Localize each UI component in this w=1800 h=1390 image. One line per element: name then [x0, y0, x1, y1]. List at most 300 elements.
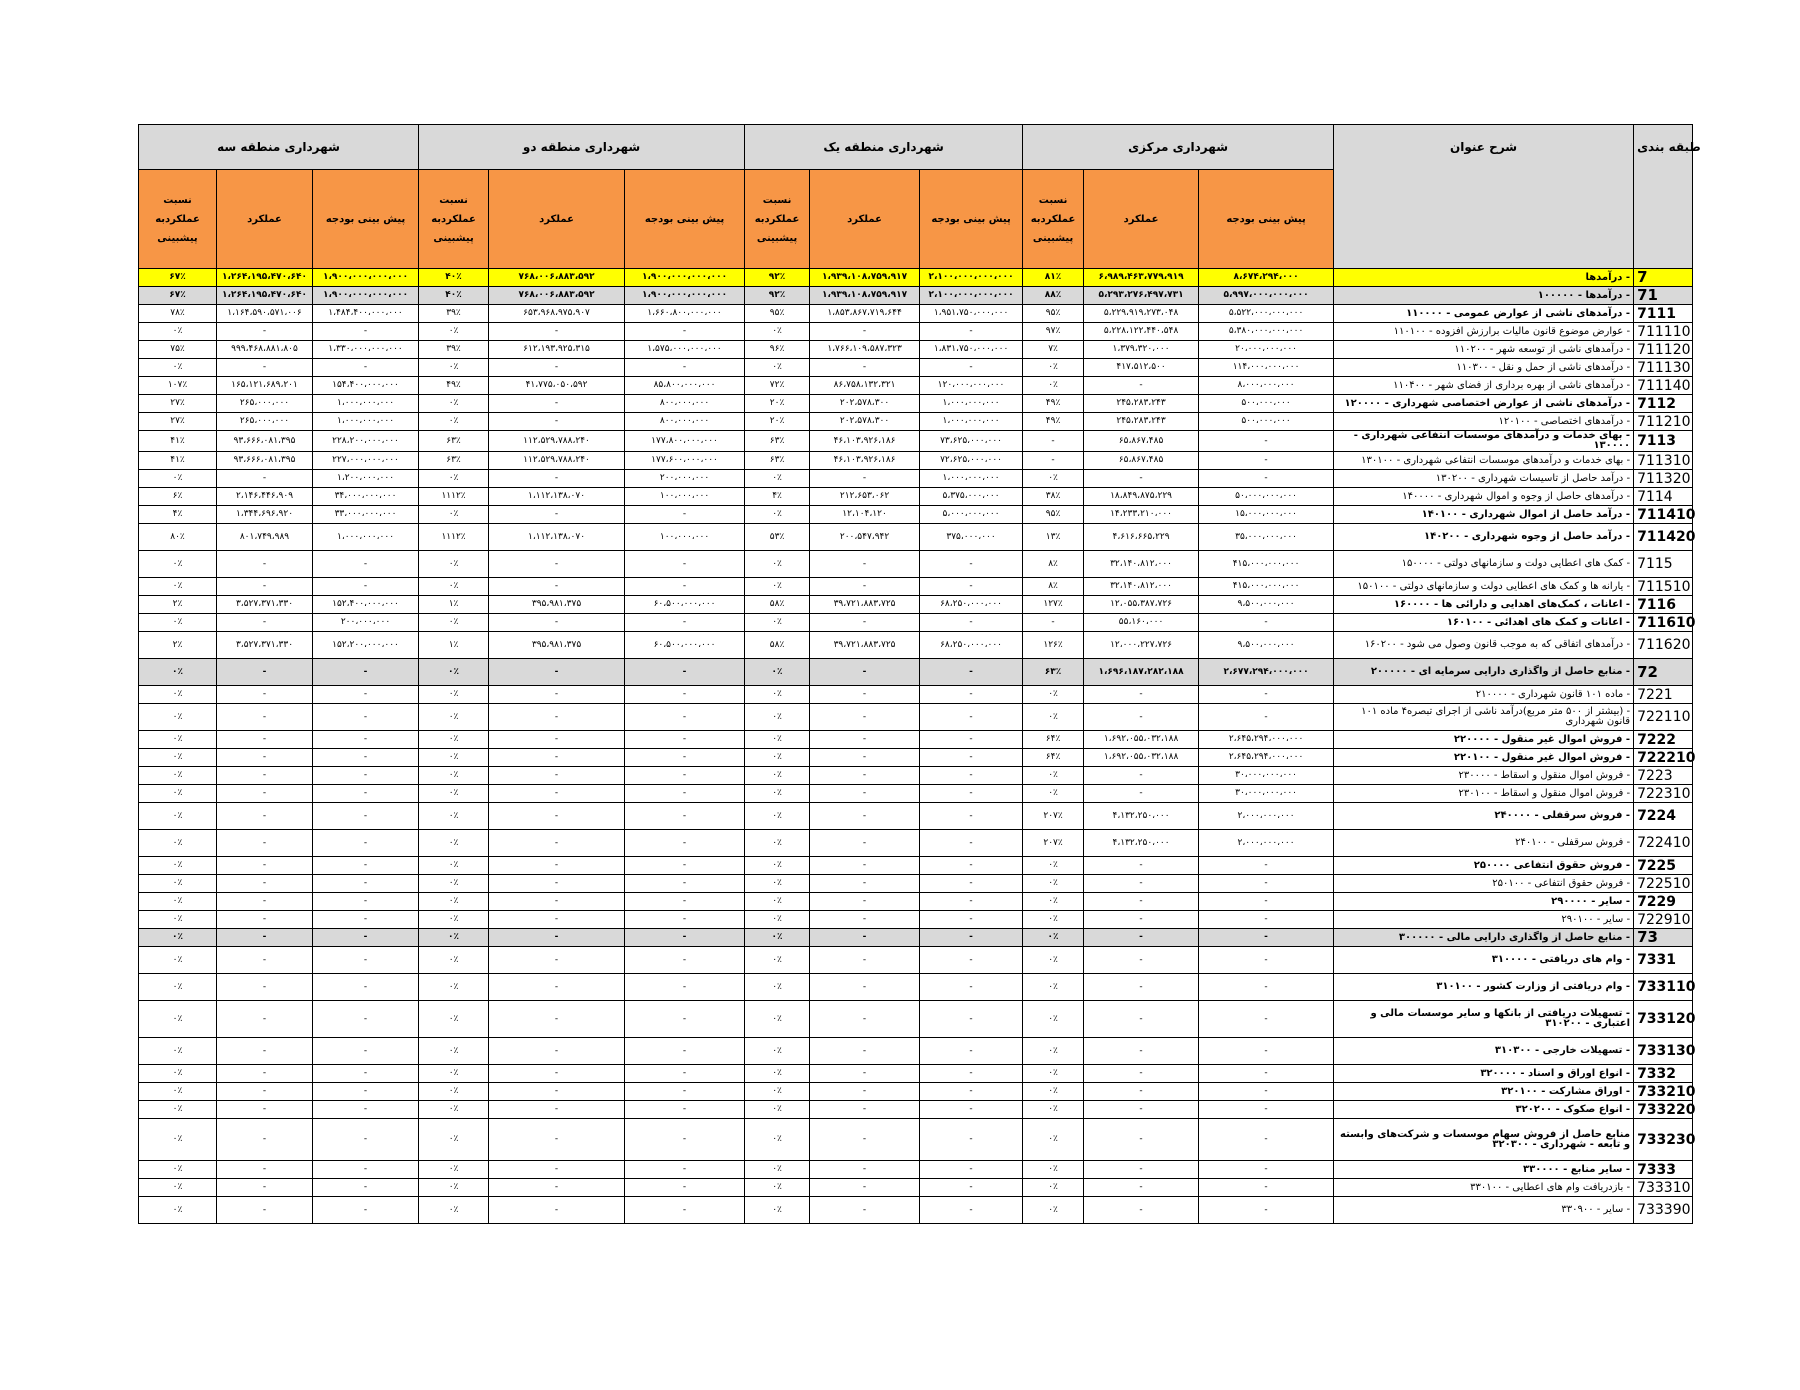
- zone1-forecast-cell: ۵،۳۷۵،۰۰۰،۰۰۰: [920, 488, 1023, 506]
- central-forecast-cell: ۲،۰۰۰،۰۰۰،۰۰۰: [1199, 803, 1334, 830]
- zone1-forecast-cell: -: [920, 323, 1023, 341]
- zone3-forecast-cell: -: [313, 551, 419, 578]
- zone1-ratio-cell: ۴٪: [745, 488, 810, 506]
- table-row: [139, 632, 1693, 659]
- description-header: شرح عنوان: [1334, 125, 1634, 269]
- zone1-forecast-cell: -: [920, 1101, 1023, 1119]
- zone3-forecast-cell: -: [313, 1083, 419, 1101]
- central-performance-cell: ۱،۶۹۲،۰۵۵،۰۳۲،۱۸۸: [1084, 731, 1199, 749]
- zone2-ratio-cell: ۶۳٪: [419, 452, 489, 470]
- central-forecast-cell: -: [1199, 452, 1334, 470]
- central-ratio-cell: ۰٪: [1023, 875, 1084, 893]
- zone1-ratio-cell: ۰٪: [745, 1161, 810, 1179]
- table-row: [139, 578, 1693, 596]
- zone2-performance-cell: -: [489, 785, 625, 803]
- zone3-ratio-cell: ۲۷٪: [139, 413, 217, 431]
- zone3-ratio-header: نسبت عملکردبه پیشبینی: [139, 170, 217, 269]
- central-forecast-cell: ۵۰۰،۰۰۰،۰۰۰: [1199, 395, 1334, 413]
- table-row: [139, 596, 1693, 614]
- central-performance-cell: -: [1084, 470, 1199, 488]
- central-ratio-cell: ۸۸٪: [1023, 287, 1084, 305]
- central-forecast-cell: -: [1199, 893, 1334, 911]
- table-row: [139, 470, 1693, 488]
- zone1-ratio-cell: ۰٪: [745, 659, 810, 686]
- zone2-performance-cell: -: [489, 506, 625, 524]
- central-performance-cell: ۱،۳۷۹،۳۲۰،۰۰۰: [1084, 341, 1199, 359]
- zone2-ratio-cell: ۱٪: [419, 632, 489, 659]
- description-cell: - انواع اوراق و اسناد - ۳۲۰۰۰۰: [1334, 1065, 1634, 1083]
- zone3-performance-cell: -: [217, 1197, 313, 1224]
- zone1-performance-cell: -: [810, 1197, 920, 1224]
- zone3-ratio-cell: ۰٪: [139, 875, 217, 893]
- category-code-cell: 722310: [1634, 785, 1693, 803]
- central-ratio-cell: ۰٪: [1023, 974, 1084, 1001]
- zone1-performance-cell: -: [810, 929, 920, 947]
- zone3-forecast-cell: -: [313, 1197, 419, 1224]
- zone1-ratio-cell: ۵۸٪: [745, 632, 810, 659]
- zone1-ratio-cell: ۵۳٪: [745, 524, 810, 551]
- zone3-ratio-cell: ۷۸٪: [139, 305, 217, 323]
- zone3-ratio-cell: ۰٪: [139, 731, 217, 749]
- central-performance-cell: -: [1084, 767, 1199, 785]
- zone1-performance-cell: ۲۰۰،۵۴۷،۹۴۲: [810, 524, 920, 551]
- category-code-cell: 711130: [1634, 359, 1693, 377]
- zone3-ratio-cell: ۰٪: [139, 767, 217, 785]
- zone3-forecast-cell: ۱،۰۰۰،۰۰۰،۰۰۰: [313, 413, 419, 431]
- zone2-performance-cell: ۴۱،۷۷۵،۰۵۰،۵۹۲: [489, 377, 625, 395]
- central-ratio-cell: ۰٪: [1023, 857, 1084, 875]
- zone1-forecast-cell: -: [920, 686, 1023, 704]
- zone1-performance-cell: -: [810, 785, 920, 803]
- category-code-cell: 7111: [1634, 305, 1693, 323]
- zone2-performance-cell: -: [489, 1038, 625, 1065]
- central-forecast-cell: ۱۱۴،۰۰۰،۰۰۰،۰۰۰: [1199, 359, 1334, 377]
- central-forecast-cell: ۵،۳۸۰،۰۰۰،۰۰۰،۰۰۰: [1199, 323, 1334, 341]
- zone1-forecast-cell: -: [920, 974, 1023, 1001]
- central-performance-cell: -: [1084, 704, 1199, 731]
- category-code-cell: 73: [1634, 929, 1693, 947]
- zone1-forecast-cell: -: [920, 785, 1023, 803]
- zone3-performance-cell: -: [217, 704, 313, 731]
- category-code-cell: 72: [1634, 659, 1693, 686]
- zone3-performance-cell: -: [217, 830, 313, 857]
- zone2-performance-cell: -: [489, 893, 625, 911]
- zone1-ratio-cell: ۰٪: [745, 359, 810, 377]
- zone3-ratio-cell: ۰٪: [139, 785, 217, 803]
- zone2-forecast-cell: ۱۷۷،۶۰۰،۰۰۰،۰۰۰: [625, 452, 745, 470]
- zone1-forecast-cell: -: [920, 1179, 1023, 1197]
- category-code-cell: 711210: [1634, 413, 1693, 431]
- zone3-ratio-cell: ۶٪: [139, 488, 217, 506]
- zone3-performance-cell: ۱۶۵،۱۲۱،۶۸۹،۲۰۱: [217, 377, 313, 395]
- zone1-forecast-cell: ۱۲۰،۰۰۰،۰۰۰،۰۰۰: [920, 377, 1023, 395]
- zone3-forecast-cell: ۱،۳۳۰،۰۰۰،۰۰۰،۰۰۰: [313, 341, 419, 359]
- zone1-performance-cell: ۳۹،۷۲۱،۸۸۳،۷۲۵: [810, 596, 920, 614]
- zone2-ratio-cell: ۰٪: [419, 785, 489, 803]
- zone1-forecast-cell: -: [920, 803, 1023, 830]
- central-performance-cell: ۴،۶۱۶،۶۶۵،۲۲۹: [1084, 524, 1199, 551]
- zone3-ratio-cell: ۰٪: [139, 749, 217, 767]
- zone3-ratio-cell: ۰٪: [139, 929, 217, 947]
- zone1-performance-cell: -: [810, 614, 920, 632]
- central-ratio-cell: ۶۳٪: [1023, 659, 1084, 686]
- central-ratio-header: نسبت عملکردبه پیشبینی: [1023, 170, 1084, 269]
- zone3-ratio-cell: ۰٪: [139, 1161, 217, 1179]
- table-row: [139, 431, 1693, 452]
- zone2-performance-cell: -: [489, 875, 625, 893]
- zone1-forecast-cell: -: [920, 1119, 1023, 1161]
- description-cell: - (بیشتر از ۵۰۰ متر مربع)درآمد ناشی از اجرای تبصره۴ ماده ۱۰۱ قانون شهرداری: [1334, 704, 1634, 731]
- category-code-cell: 711610: [1634, 614, 1693, 632]
- zone3-forecast-cell: ۱،۴۸۴،۴۰۰،۰۰۰،۰۰۰: [313, 305, 419, 323]
- central-ratio-cell: ۸٪: [1023, 578, 1084, 596]
- description-cell: - تسهیلات خارجی - ۳۱۰۳۰۰: [1334, 1038, 1634, 1065]
- zone1-performance-cell: -: [810, 974, 920, 1001]
- table-row: [139, 929, 1693, 947]
- category-code-cell: 733210: [1634, 1083, 1693, 1101]
- zone2-ratio-cell: ۰٪: [419, 1065, 489, 1083]
- zone2-performance-cell: -: [489, 749, 625, 767]
- zone1-forecast-cell: ۱،۸۳۱،۷۵۰،۰۰۰،۰۰۰: [920, 341, 1023, 359]
- zone2-performance-cell: ۱،۱۱۲،۱۳۸،۰۷۰: [489, 488, 625, 506]
- zone3-performance-cell: -: [217, 614, 313, 632]
- zone2-ratio-cell: ۰٪: [419, 857, 489, 875]
- zone1-performance-cell: ۱۲،۱۰۴،۱۲۰: [810, 506, 920, 524]
- zone2-forecast-cell: -: [625, 551, 745, 578]
- zone3-forecast-cell: -: [313, 731, 419, 749]
- zone2-forecast-cell: ۸۰۰،۰۰۰،۰۰۰: [625, 395, 745, 413]
- zone3-forecast-cell: -: [313, 974, 419, 1001]
- central-performance-cell: ۵،۲۲۹،۹۱۹،۲۷۳،۰۴۸: [1084, 305, 1199, 323]
- zone2-forecast-cell: ۱،۹۰۰،۰۰۰،۰۰۰،۰۰۰: [625, 287, 745, 305]
- central-forecast-cell: ۳۵،۰۰۰،۰۰۰،۰۰۰: [1199, 524, 1334, 551]
- zone1-ratio-cell: ۰٪: [745, 749, 810, 767]
- central-forecast-cell: -: [1199, 431, 1334, 452]
- description-cell: - درآمدهای ناشی از حمل و نقل - ۱۱۰۳۰۰: [1334, 359, 1634, 377]
- zone2-ratio-cell: ۰٪: [419, 1038, 489, 1065]
- central-forecast-header: پیش بینی بودجه: [1199, 170, 1334, 269]
- zone2-performance-cell: -: [489, 1179, 625, 1197]
- zone1-ratio-cell: ۰٪: [745, 1001, 810, 1038]
- central-forecast-cell: ۲،۶۴۵،۲۹۴،۰۰۰،۰۰۰: [1199, 731, 1334, 749]
- header-group-row: [139, 125, 1693, 170]
- zone3-performance-cell: -: [217, 1038, 313, 1065]
- zone1-ratio-cell: ۹۲٪: [745, 269, 810, 287]
- zone2-performance-cell: -: [489, 686, 625, 704]
- zone1-forecast-cell: -: [920, 1161, 1023, 1179]
- zone3-forecast-cell: ۱،۲۰۰،۰۰۰،۰۰۰: [313, 470, 419, 488]
- zone2-ratio-cell: ۰٪: [419, 659, 489, 686]
- zone3-ratio-cell: ۴۱٪: [139, 431, 217, 452]
- zone1-performance-cell: -: [810, 578, 920, 596]
- central-performance-cell: ۴۱۷،۵۱۲،۵۰۰: [1084, 359, 1199, 377]
- zone3-ratio-cell: ۰٪: [139, 659, 217, 686]
- zone2-ratio-cell: ۰٪: [419, 830, 489, 857]
- zone3-performance-cell: -: [217, 578, 313, 596]
- central-ratio-cell: ۰٪: [1023, 704, 1084, 731]
- table-row: [139, 452, 1693, 470]
- zone2-performance-cell: -: [489, 1119, 625, 1161]
- zone2-ratio-cell: ۰٪: [419, 929, 489, 947]
- central-performance-cell: ۳۲،۱۴۰،۸۱۲،۰۰۰: [1084, 578, 1199, 596]
- zone2-forecast-cell: -: [625, 323, 745, 341]
- zone2-forecast-cell: -: [625, 731, 745, 749]
- zone3-ratio-cell: ۰٪: [139, 1197, 217, 1224]
- description-cell: - درآمد حاصل از وجوه شهرداری - ۱۴۰۲۰۰: [1334, 524, 1634, 551]
- zone2-forecast-cell: ۱۰۰،۰۰۰،۰۰۰: [625, 524, 745, 551]
- zone2-performance-cell: -: [489, 1065, 625, 1083]
- zone2-forecast-cell: -: [625, 506, 745, 524]
- category-code-cell: 7112: [1634, 395, 1693, 413]
- zone3-ratio-cell: ۲۷٪: [139, 395, 217, 413]
- table-row: [139, 857, 1693, 875]
- zone2-ratio-cell: ۳۹٪: [419, 305, 489, 323]
- zone1-forecast-cell: ۷۳،۶۲۵،۰۰۰،۰۰۰: [920, 431, 1023, 452]
- central-ratio-cell: ۴۹٪: [1023, 413, 1084, 431]
- zone1-ratio-cell: ۰٪: [745, 830, 810, 857]
- zone2-ratio-cell: ۰٪: [419, 506, 489, 524]
- central-forecast-cell: -: [1199, 1083, 1334, 1101]
- central-performance-cell: ۲۴۵،۲۸۳،۲۴۳: [1084, 395, 1199, 413]
- zone2-performance-cell: -: [489, 395, 625, 413]
- zone1-performance-cell: -: [810, 911, 920, 929]
- zone1-ratio-cell: ۰٪: [745, 803, 810, 830]
- central-ratio-cell: ۹۵٪: [1023, 506, 1084, 524]
- table-row: [139, 506, 1693, 524]
- zone3-forecast-cell: -: [313, 785, 419, 803]
- zone3-ratio-cell: ۰٪: [139, 947, 217, 974]
- table-row: [139, 947, 1693, 974]
- group-zone1-header: شهرداری منطقه یک: [745, 125, 1023, 170]
- zone2-forecast-cell: -: [625, 857, 745, 875]
- zone3-forecast-cell: ۱،۹۰۰،۰۰۰،۰۰۰،۰۰۰: [313, 269, 419, 287]
- central-performance-cell: ۱،۶۹۶،۱۸۷،۲۸۲،۱۸۸: [1084, 659, 1199, 686]
- category-code-cell: 711110: [1634, 323, 1693, 341]
- central-forecast-cell: -: [1199, 1197, 1334, 1224]
- zone1-forecast-cell: -: [920, 1083, 1023, 1101]
- zone1-performance-cell: ۸۶،۷۵۸،۱۳۲،۳۲۱: [810, 377, 920, 395]
- table-row: [139, 893, 1693, 911]
- central-performance-cell: ۶۵،۸۶۷،۴۸۵: [1084, 452, 1199, 470]
- table-row: [139, 767, 1693, 785]
- zone3-forecast-cell: -: [313, 947, 419, 974]
- central-forecast-cell: ۸،۶۷۴،۲۹۴،۰۰۰: [1199, 269, 1334, 287]
- zone3-performance-cell: -: [217, 749, 313, 767]
- central-ratio-cell: ۰٪: [1023, 947, 1084, 974]
- table-row: [139, 686, 1693, 704]
- zone3-ratio-cell: ۰٪: [139, 911, 217, 929]
- table-row: [139, 830, 1693, 857]
- table-row: [139, 614, 1693, 632]
- zone1-forecast-cell: -: [920, 578, 1023, 596]
- zone2-ratio-cell: ۰٪: [419, 323, 489, 341]
- zone3-ratio-cell: ۴۱٪: [139, 452, 217, 470]
- description-cell: - فروش اموال غیر منقول - ۲۲۰۰۰۰: [1334, 731, 1634, 749]
- zone2-performance-cell: ۶۵۳،۹۶۸،۹۷۵،۹۰۷: [489, 305, 625, 323]
- zone2-forecast-cell: -: [625, 614, 745, 632]
- zone3-forecast-cell: ۲۲۷،۰۰۰،۰۰۰،۰۰۰: [313, 452, 419, 470]
- zone2-forecast-cell: -: [625, 1001, 745, 1038]
- category-code-cell: 733220: [1634, 1101, 1693, 1119]
- central-forecast-cell: ۵۰،۰۰۰،۰۰۰،۰۰۰: [1199, 488, 1334, 506]
- central-performance-header: عملکرد: [1084, 170, 1199, 269]
- zone3-performance-cell: -: [217, 893, 313, 911]
- zone2-ratio-cell: ۱۱۱۲٪: [419, 524, 489, 551]
- table-row: [139, 875, 1693, 893]
- zone3-performance-header: عملکرد: [217, 170, 313, 269]
- zone1-ratio-cell: ۰٪: [745, 767, 810, 785]
- central-ratio-cell: ۰٪: [1023, 1161, 1084, 1179]
- central-performance-cell: -: [1084, 893, 1199, 911]
- zone1-ratio-cell: ۰٪: [745, 893, 810, 911]
- zone3-ratio-cell: ۶۷٪: [139, 269, 217, 287]
- description-cell: - ماده ۱۰۱ قانون شهرداری - ۲۱۰۰۰۰: [1334, 686, 1634, 704]
- category-code-cell: 722910: [1634, 911, 1693, 929]
- central-forecast-cell: -: [1199, 614, 1334, 632]
- zone2-ratio-cell: ۶۳٪: [419, 431, 489, 452]
- zone3-ratio-cell: ۰٪: [139, 1065, 217, 1083]
- zone3-forecast-cell: -: [313, 1065, 419, 1083]
- zone3-performance-cell: ۱،۲۶۴،۱۹۵،۴۷۰،۶۴۰: [217, 269, 313, 287]
- zone3-ratio-cell: ۰٪: [139, 323, 217, 341]
- description-cell: - درآمدهای اختصاصی - ۱۲۰۱۰۰: [1334, 413, 1634, 431]
- central-ratio-cell: ۹۷٪: [1023, 323, 1084, 341]
- zone1-ratio-header: نسبت عملکردبه پیشبینی: [745, 170, 810, 269]
- central-performance-cell: -: [1084, 686, 1199, 704]
- central-performance-cell: -: [1084, 1197, 1199, 1224]
- zone2-forecast-cell: -: [625, 893, 745, 911]
- zone3-ratio-cell: ۰٪: [139, 470, 217, 488]
- zone2-ratio-cell: ۰٪: [419, 578, 489, 596]
- zone1-performance-cell: ۲۱۲،۶۵۳،۰۶۲: [810, 488, 920, 506]
- zone1-ratio-cell: ۰٪: [745, 578, 810, 596]
- category-code-cell: 711320: [1634, 470, 1693, 488]
- central-forecast-cell: ۹،۵۰۰،۰۰۰،۰۰۰: [1199, 632, 1334, 659]
- zone1-performance-cell: -: [810, 551, 920, 578]
- zone2-performance-cell: ۱۱۲،۵۲۹،۷۸۸،۲۴۰: [489, 452, 625, 470]
- central-forecast-cell: -: [1199, 686, 1334, 704]
- zone2-ratio-cell: ۰٪: [419, 1119, 489, 1161]
- zone3-performance-cell: -: [217, 551, 313, 578]
- zone3-performance-cell: ۱،۳۴۴،۶۹۶،۹۲۰: [217, 506, 313, 524]
- zone3-ratio-cell: ۰٪: [139, 551, 217, 578]
- zone2-performance-cell: -: [489, 911, 625, 929]
- zone1-forecast-cell: ۳۷۵،۰۰۰،۰۰۰: [920, 524, 1023, 551]
- zone2-forecast-cell: ۱۷۷،۸۰۰،۰۰۰،۰۰۰: [625, 431, 745, 452]
- description-cell: - درآمدها - ۱۰۰۰۰۰: [1334, 287, 1634, 305]
- zone1-performance-cell: -: [810, 857, 920, 875]
- zone3-ratio-cell: ۰٪: [139, 974, 217, 1001]
- table-row: [139, 341, 1693, 359]
- zone3-performance-cell: ۹۹۹،۴۶۸،۸۸۱،۸۰۵: [217, 341, 313, 359]
- category-code-cell: 733120: [1634, 1001, 1693, 1038]
- zone2-ratio-cell: ۰٪: [419, 470, 489, 488]
- zone3-ratio-cell: ۲٪: [139, 632, 217, 659]
- description-cell: - سایر - ۲۹۰۰۰۰: [1334, 893, 1634, 911]
- zone3-forecast-cell: -: [313, 1038, 419, 1065]
- zone1-forecast-cell: -: [920, 614, 1023, 632]
- central-forecast-cell: ۸،۰۰۰،۰۰۰،۰۰۰: [1199, 377, 1334, 395]
- central-performance-cell: -: [1084, 857, 1199, 875]
- central-ratio-cell: ۳۸٪: [1023, 488, 1084, 506]
- zone1-performance-cell: -: [810, 1001, 920, 1038]
- central-forecast-cell: ۲۰،۰۰۰،۰۰۰،۰۰۰: [1199, 341, 1334, 359]
- category-header: طبقه بندی: [1634, 125, 1693, 269]
- zone1-forecast-cell: -: [920, 875, 1023, 893]
- zone2-ratio-cell: ۰٪: [419, 395, 489, 413]
- central-forecast-cell: -: [1199, 1101, 1334, 1119]
- central-ratio-cell: ۴۹٪: [1023, 395, 1084, 413]
- central-ratio-cell: -: [1023, 431, 1084, 452]
- table-row: [139, 1179, 1693, 1197]
- zone2-forecast-cell: -: [625, 929, 745, 947]
- zone1-ratio-cell: ۰٪: [745, 686, 810, 704]
- central-forecast-cell: -: [1199, 857, 1334, 875]
- zone3-performance-cell: -: [217, 1065, 313, 1083]
- zone3-performance-cell: -: [217, 974, 313, 1001]
- zone1-performance-cell: -: [810, 323, 920, 341]
- central-performance-cell: ۱۲،۰۵۵،۳۸۷،۷۲۶: [1084, 596, 1199, 614]
- zone1-performance-cell: -: [810, 1101, 920, 1119]
- category-code-cell: 711120: [1634, 341, 1693, 359]
- zone3-forecast-cell: ۱۵۲،۲۰۰،۰۰۰،۰۰۰: [313, 632, 419, 659]
- zone2-ratio-cell: ۰٪: [419, 359, 489, 377]
- zone1-performance-cell: -: [810, 947, 920, 974]
- description-cell: - درآمدهای ناشی از بهره برداری از فضای شهر - ۱۱۰۴۰۰: [1334, 377, 1634, 395]
- category-code-cell: 711310: [1634, 452, 1693, 470]
- zone3-ratio-cell: ۰٪: [139, 686, 217, 704]
- central-forecast-cell: -: [1199, 911, 1334, 929]
- zone1-forecast-cell: -: [920, 1001, 1023, 1038]
- table-row: [139, 1197, 1693, 1224]
- central-forecast-cell: -: [1199, 1179, 1334, 1197]
- zone3-ratio-cell: ۰٪: [139, 359, 217, 377]
- central-forecast-cell: -: [1199, 1065, 1334, 1083]
- central-performance-cell: -: [1084, 1179, 1199, 1197]
- description-cell: منابع حاصل از فروش سهام موسسات و شرکت‌های وابسته و تابعه - شهرداری - ۳۲۰۳۰۰: [1334, 1119, 1634, 1161]
- table-row: [139, 488, 1693, 506]
- zone3-forecast-cell: ۱،۰۰۰،۰۰۰،۰۰۰: [313, 524, 419, 551]
- zone2-ratio-cell: ۰٪: [419, 704, 489, 731]
- zone2-performance-cell: -: [489, 974, 625, 1001]
- zone1-forecast-cell: -: [920, 1197, 1023, 1224]
- description-cell: - بازدریافت وام های اعطایی - ۳۳۰۱۰۰: [1334, 1179, 1634, 1197]
- zone1-forecast-cell: -: [920, 857, 1023, 875]
- zone3-ratio-cell: ۷۵٪: [139, 341, 217, 359]
- zone1-ratio-cell: ۰٪: [745, 704, 810, 731]
- category-code-cell: 711410: [1634, 506, 1693, 524]
- zone1-ratio-cell: ۰٪: [745, 1179, 810, 1197]
- zone2-forecast-cell: ۱،۶۶۰،۸۰۰،۰۰۰،۰۰۰: [625, 305, 745, 323]
- zone3-ratio-cell: ۰٪: [139, 1001, 217, 1038]
- zone2-ratio-cell: ۰٪: [419, 686, 489, 704]
- table-row: [139, 911, 1693, 929]
- central-forecast-cell: ۴۱۵،۰۰۰،۰۰۰،۰۰۰: [1199, 578, 1334, 596]
- central-ratio-cell: ۰٪: [1023, 1083, 1084, 1101]
- central-performance-cell: -: [1084, 1065, 1199, 1083]
- zone1-forecast-cell: -: [920, 767, 1023, 785]
- budget-table: [138, 124, 1701, 1224]
- zone3-forecast-cell: -: [313, 578, 419, 596]
- zone1-ratio-cell: ۰٪: [745, 323, 810, 341]
- zone1-performance-cell: -: [810, 704, 920, 731]
- zone1-forecast-cell: ۲،۱۰۰،۰۰۰،۰۰۰،۰۰۰: [920, 269, 1023, 287]
- zone1-performance-cell: -: [810, 686, 920, 704]
- zone1-forecast-cell: -: [920, 929, 1023, 947]
- zone2-performance-cell: -: [489, 803, 625, 830]
- zone1-forecast-cell: -: [920, 947, 1023, 974]
- zone3-forecast-cell: ۱،۰۰۰،۰۰۰،۰۰۰: [313, 395, 419, 413]
